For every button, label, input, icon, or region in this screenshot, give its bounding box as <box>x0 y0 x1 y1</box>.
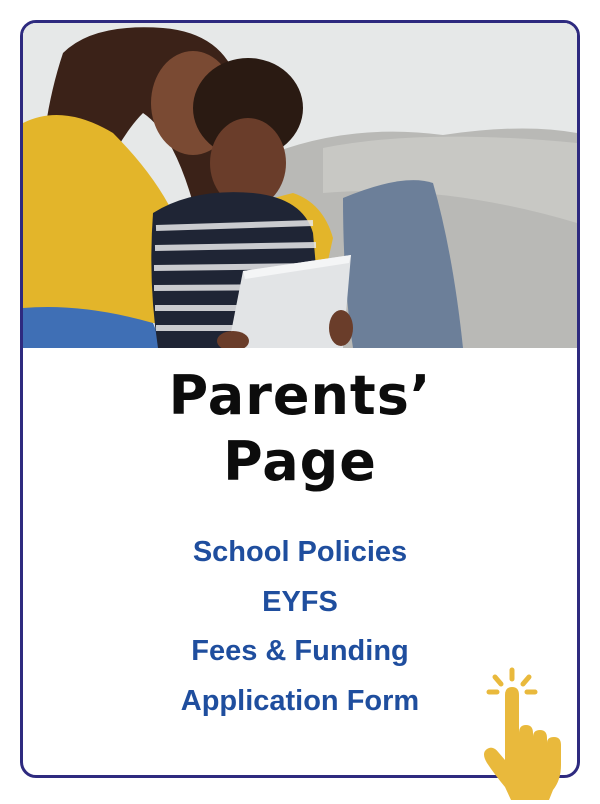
link-school-policies[interactable]: School Policies <box>192 536 408 568</box>
pointing-hand-icon <box>475 665 575 800</box>
page-title <box>23 363 577 495</box>
hero-photo <box>23 23 577 348</box>
page-title-line-2: Page <box>223 430 377 493</box>
link-application-form[interactable]: Application Form <box>180 684 420 717</box>
link-fees-funding[interactable]: Fees & Funding <box>191 635 409 667</box>
link-eyfs[interactable]: EYFS <box>262 585 338 618</box>
page-title-line-1: Parents’ <box>168 364 432 427</box>
